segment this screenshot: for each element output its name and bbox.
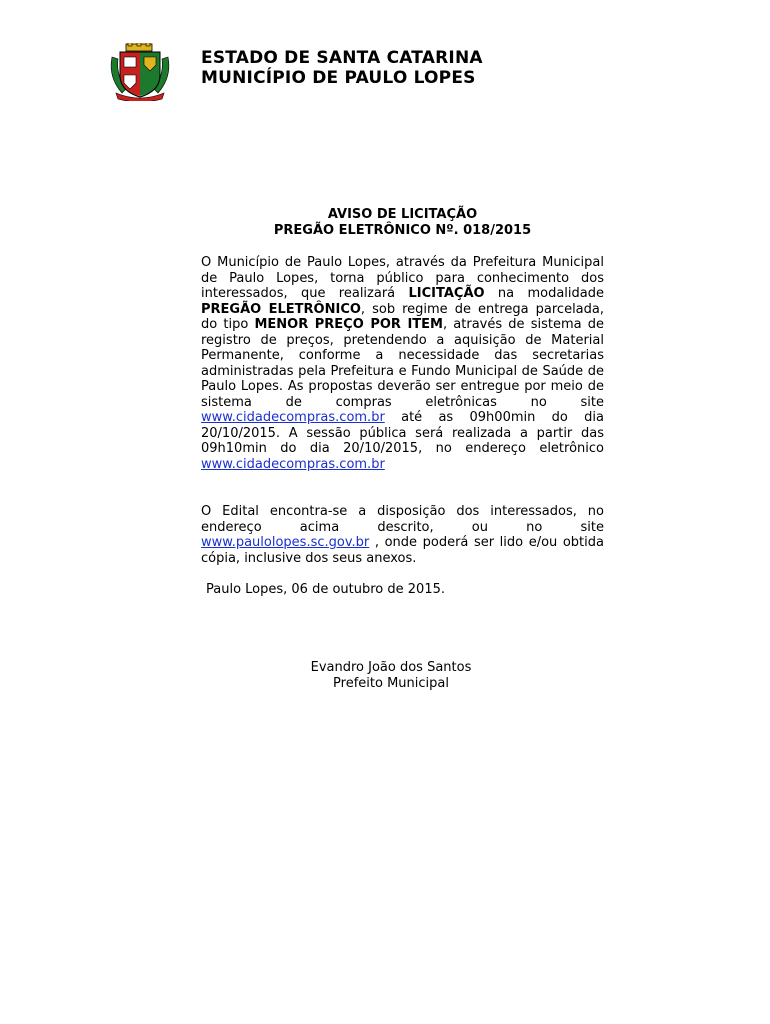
- municipal-coat-of-arms-icon: [108, 43, 172, 101]
- emphasis-text: LICITAÇÃO: [408, 286, 485, 301]
- cidadecompras-link[interactable]: www.cidadecompras.com.br: [201, 410, 385, 425]
- signature-block: [201, 660, 581, 692]
- paragraph-text: , sob regime de entrega parcelada, do tipo: [201, 301, 604, 332]
- notice-titles: [201, 207, 604, 239]
- notice-title: AVISO DE LICITAÇÃO: [327, 207, 478, 222]
- notice-subtitle: PREGÃO ELETRÔNICO Nº. 018/2015: [273, 223, 532, 238]
- signatory-name: Evandro João dos Santos: [310, 660, 472, 675]
- paragraph-text: , através de sistema de registro de preços, pretendendo a aquisição de Material Permanente, conforme a necessidade das secretarias administradas pela Prefeitura e Fundo Municipal de Saúde de Paulo Lopes. As propostas deverão ser entregue por meio de sistema de compras eletrônicas no site: [201, 317, 604, 410]
- document-header: [201, 48, 483, 88]
- edital-paragraph: [201, 504, 604, 566]
- date-line: Paulo Lopes, 06 de outubro de 2015.: [206, 582, 445, 597]
- state-name: ESTADO DE SANTA CATARINA: [201, 48, 483, 68]
- emphasis-text: MENOR PREÇO POR ITEM: [254, 317, 443, 332]
- municipality-name: MUNICÍPIO DE PAULO LOPES: [201, 68, 476, 88]
- paragraph-text: na modalidade: [484, 286, 604, 301]
- signatory-role: Prefeito Municipal: [333, 676, 449, 691]
- paragraph-text: O Edital encontra-se a disposição dos interessados, no endereço acima descrito, ou no site: [201, 504, 604, 535]
- paulolopes-link[interactable]: www.paulolopes.sc.gov.br: [201, 535, 370, 550]
- paragraph-text: , onde poderá ser lido e/ou obtida cópia, inclusive dos seus anexos.: [201, 535, 604, 566]
- notice-paragraph: [201, 255, 604, 472]
- cidadecompras-link[interactable]: www.cidadecompras.com.br: [201, 456, 385, 472]
- emphasis-text: PREGÃO ELETRÔNICO: [201, 301, 361, 317]
- paragraph-text: O Município de Paulo Lopes, através da Prefeitura Municipal de Paulo Lopes, torna público para conhecimento dos interessados, que realizará: [201, 255, 604, 301]
- paragraph-text: até as 09h00min do dia 20/10/2015. A sessão pública será realizada a partir das 09h10min do dia 20/10/2015, no endereço eletrônico: [201, 410, 604, 456]
